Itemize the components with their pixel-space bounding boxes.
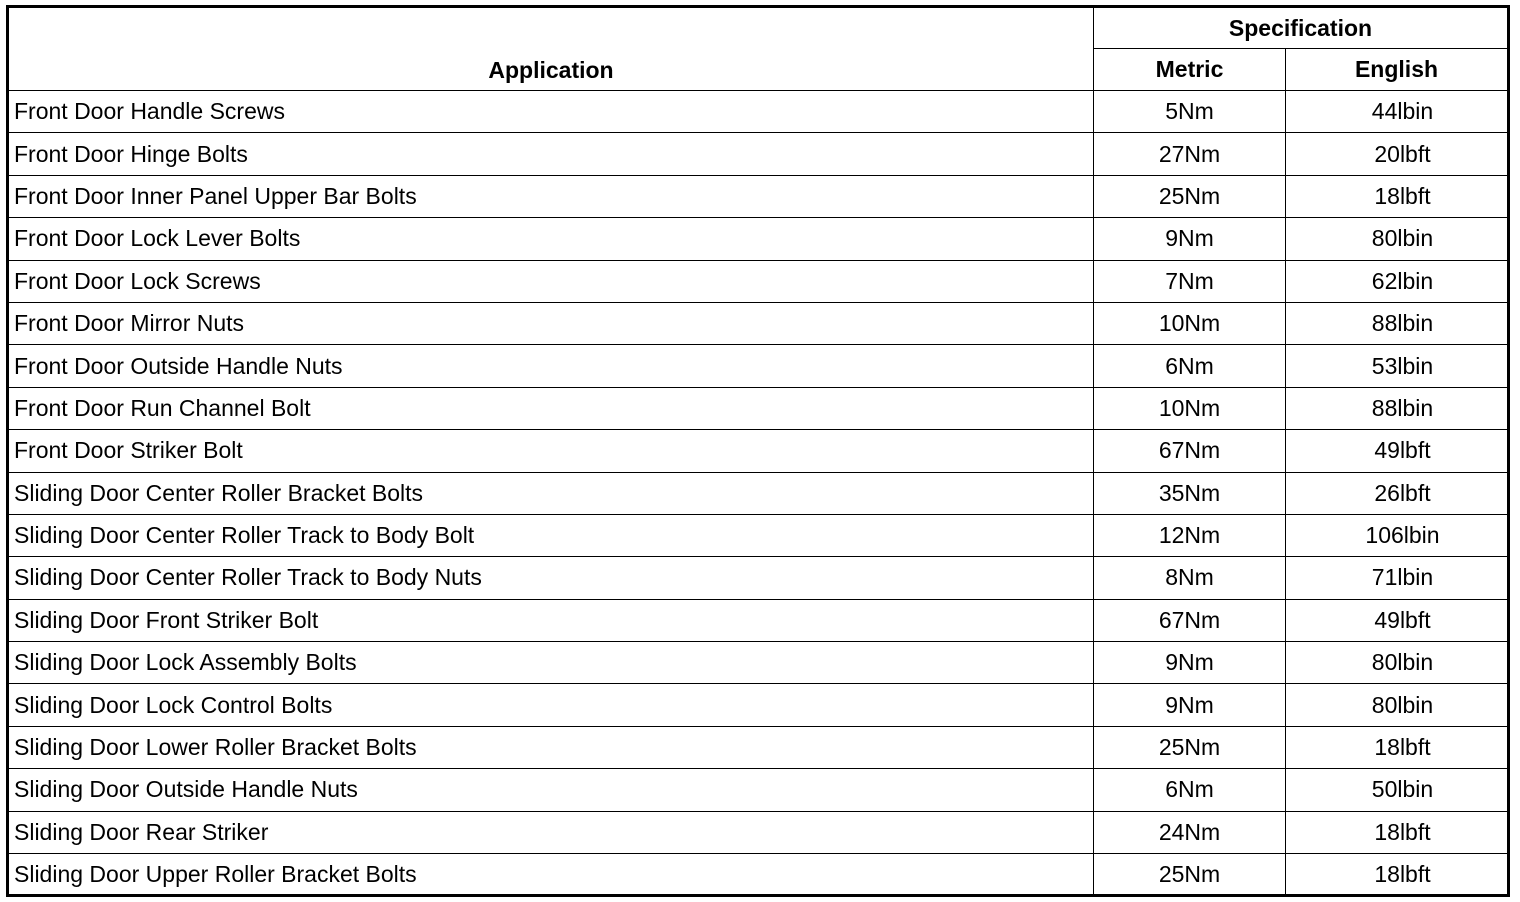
metric-cell: 67Nm <box>1094 599 1286 641</box>
metric-cell: 5Nm <box>1094 91 1286 133</box>
application-cell: Sliding Door Front Striker Bolt <box>8 599 1094 641</box>
english-cell: 26lbft <box>1286 472 1509 514</box>
application-cell: Sliding Door Outside Handle Nuts <box>8 769 1094 811</box>
metric-cell: 35Nm <box>1094 472 1286 514</box>
english-cell: 44lbin <box>1286 91 1509 133</box>
table-row <box>8 642 1509 684</box>
metric-cell: 9Nm <box>1094 684 1286 726</box>
table-row <box>8 133 1509 175</box>
table-header <box>8 7 1509 91</box>
english-cell: 62lbin <box>1286 260 1509 302</box>
application-cell: Sliding Door Center Roller Bracket Bolts <box>8 472 1094 514</box>
application-cell: Front Door Handle Screws <box>8 91 1094 133</box>
metric-cell: 25Nm <box>1094 854 1286 896</box>
english-cell: 18lbft <box>1286 726 1509 768</box>
english-cell: 80lbin <box>1286 218 1509 260</box>
application-cell: Sliding Door Lower Roller Bracket Bolts <box>8 726 1094 768</box>
table-row <box>8 557 1509 599</box>
english-cell: 18lbft <box>1286 854 1509 896</box>
english-cell: 80lbin <box>1286 684 1509 726</box>
application-cell: Sliding Door Center Roller Track to Body Nuts <box>8 557 1094 599</box>
application-cell: Sliding Door Upper Roller Bracket Bolts <box>8 854 1094 896</box>
header-row-group <box>8 7 1509 49</box>
table-row <box>8 175 1509 217</box>
metric-cell: 24Nm <box>1094 811 1286 853</box>
application-cell: Front Door Run Channel Bolt <box>8 387 1094 429</box>
table-row <box>8 260 1509 302</box>
application-cell: Front Door Lock Lever Bolts <box>8 218 1094 260</box>
metric-cell: 9Nm <box>1094 642 1286 684</box>
metric-cell: 27Nm <box>1094 133 1286 175</box>
table-row <box>8 684 1509 726</box>
application-cell: Front Door Hinge Bolts <box>8 133 1094 175</box>
application-cell: Sliding Door Lock Control Bolts <box>8 684 1094 726</box>
specification-group-header: Specification <box>1094 7 1509 49</box>
application-column-header: Application <box>8 7 1094 91</box>
english-cell: 80lbin <box>1286 642 1509 684</box>
metric-cell: 6Nm <box>1094 345 1286 387</box>
application-cell: Sliding Door Rear Striker <box>8 811 1094 853</box>
table-row <box>8 599 1509 641</box>
table-body <box>8 91 1509 896</box>
english-cell: 88lbin <box>1286 387 1509 429</box>
application-cell: Front Door Mirror Nuts <box>8 302 1094 344</box>
table-row <box>8 387 1509 429</box>
metric-cell: 8Nm <box>1094 557 1286 599</box>
metric-cell: 25Nm <box>1094 726 1286 768</box>
english-cell: 71lbin <box>1286 557 1509 599</box>
application-cell: Sliding Door Lock Assembly Bolts <box>8 642 1094 684</box>
english-cell: 18lbft <box>1286 175 1509 217</box>
metric-cell: 10Nm <box>1094 387 1286 429</box>
english-cell: 53lbin <box>1286 345 1509 387</box>
metric-cell: 25Nm <box>1094 175 1286 217</box>
metric-cell: 67Nm <box>1094 430 1286 472</box>
english-cell: 88lbin <box>1286 302 1509 344</box>
metric-cell: 6Nm <box>1094 769 1286 811</box>
table-row <box>8 769 1509 811</box>
english-cell: 18lbft <box>1286 811 1509 853</box>
table-row <box>8 854 1509 896</box>
table-row <box>8 302 1509 344</box>
application-cell: Sliding Door Center Roller Track to Body Bolt <box>8 514 1094 556</box>
english-cell: 20lbft <box>1286 133 1509 175</box>
english-cell: 50lbin <box>1286 769 1509 811</box>
application-cell: Front Door Striker Bolt <box>8 430 1094 472</box>
table-row <box>8 514 1509 556</box>
metric-cell: 12Nm <box>1094 514 1286 556</box>
application-cell: Front Door Outside Handle Nuts <box>8 345 1094 387</box>
application-cell: Front Door Lock Screws <box>8 260 1094 302</box>
english-cell: 49lbft <box>1286 430 1509 472</box>
english-cell: 49lbft <box>1286 599 1509 641</box>
table-row <box>8 472 1509 514</box>
english-cell: 106lbin <box>1286 514 1509 556</box>
table-row <box>8 726 1509 768</box>
english-column-header: English <box>1286 49 1509 91</box>
metric-column-header: Metric <box>1094 49 1286 91</box>
table-row <box>8 91 1509 133</box>
torque-spec-table <box>6 5 1510 897</box>
table-row <box>8 430 1509 472</box>
metric-cell: 7Nm <box>1094 260 1286 302</box>
metric-cell: 10Nm <box>1094 302 1286 344</box>
metric-cell: 9Nm <box>1094 218 1286 260</box>
application-cell: Front Door Inner Panel Upper Bar Bolts <box>8 175 1094 217</box>
table-row <box>8 218 1509 260</box>
table-row <box>8 811 1509 853</box>
table-row <box>8 345 1509 387</box>
